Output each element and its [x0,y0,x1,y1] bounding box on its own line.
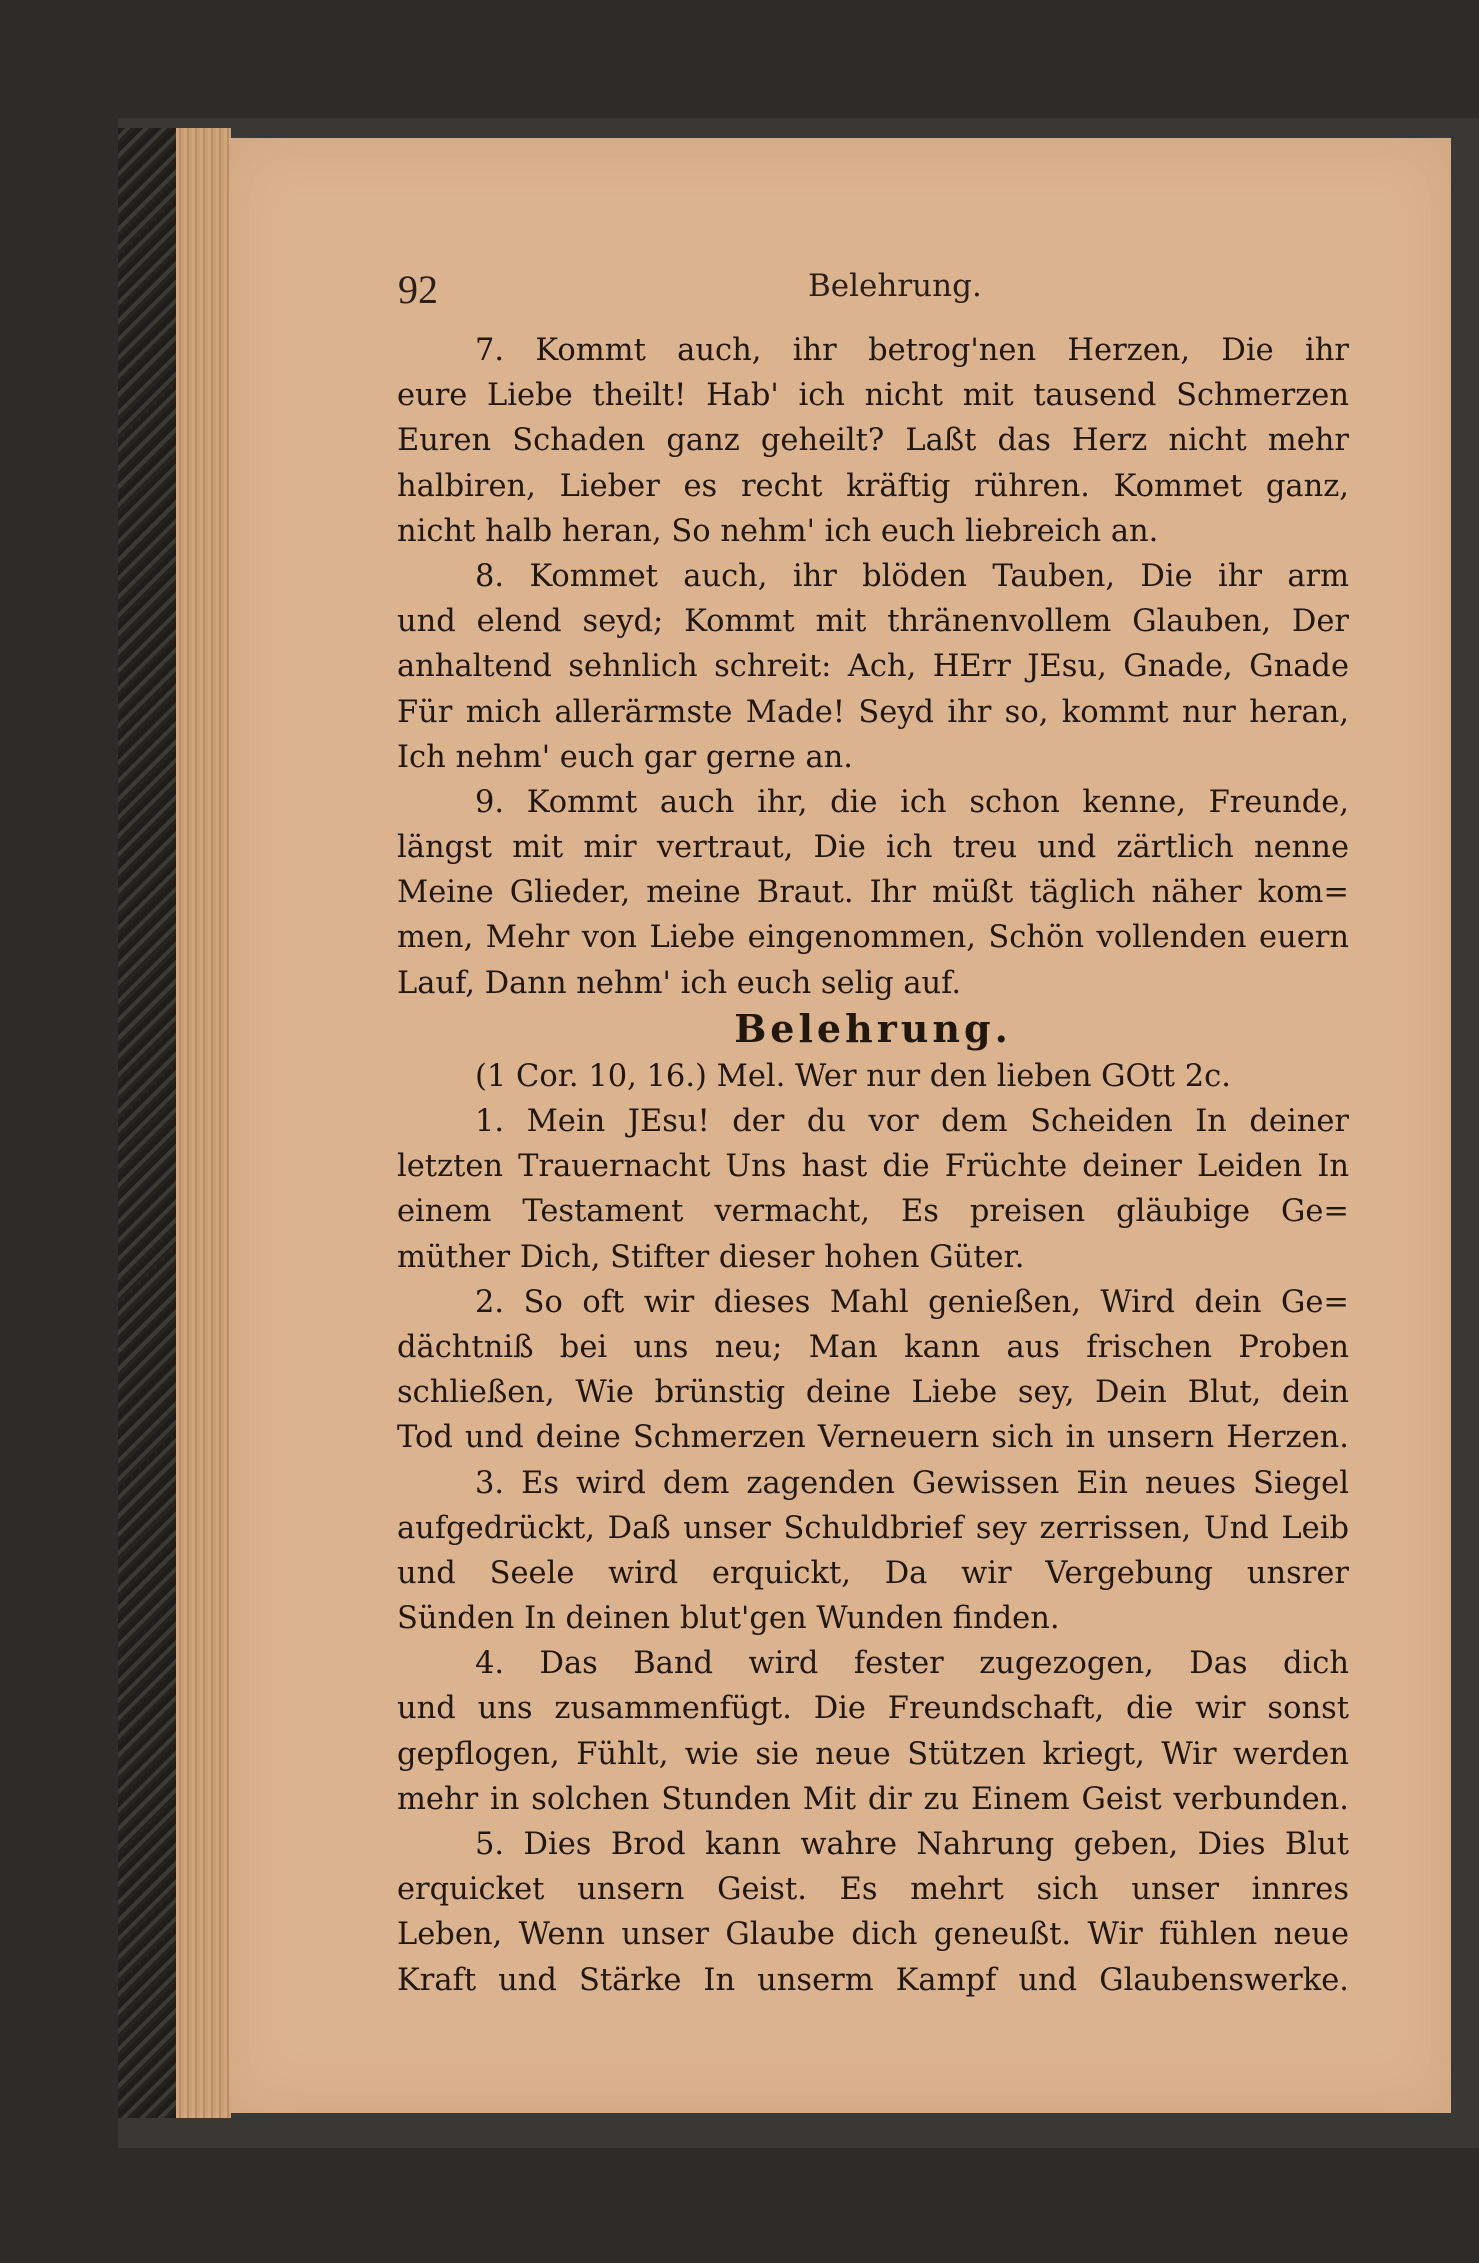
page-number: 92 [398,267,438,312]
text-line: 1. Mein JEsu! der du vor dem Scheiden In deiner [475,1104,1349,1139]
page-sheet [229,138,1451,2113]
body-text [397,328,1349,2003]
text-line: dächtniß bei uns neu; Man kann aus frischen Proben [397,1329,1349,1365]
text-line: Sünden In deinen blut'gen Wunden finden. [397,1601,1060,1637]
text-line: letzten Trauernacht Uns hast die Früchte deiner Leiden In [397,1149,1349,1185]
text-line: eure Liebe theilt! Hab' ich nicht mit tausend Schmerzen [397,378,1349,414]
text-line: 4. Das Band wird fester zugezogen, Das dich [475,1646,1349,1682]
text-line: und uns zusammenfügt. Die Freundschaft, die wir sonst [397,1691,1349,1727]
text-line: Leben, Wenn unser Glaube dich geneußt. Wir fühlen neue [397,1917,1349,1953]
page-edges [176,128,231,2118]
text-line: Euren Schaden ganz geheilt? Laßt das Herz nicht mehr [397,423,1349,459]
text-line: Lauf, Dann nehm' ich euch selig auf. [397,965,962,1001]
section-heading: Belehrung. [734,1005,1012,1051]
text-line: längst mit mir vertraut, Die ich treu und zärtlich nenne [397,830,1349,866]
running-title: Belehrung. [808,268,982,304]
text-line: Kraft und Stärke In unserm Kampf und Glaubenswerke. [397,1962,1349,1998]
book-binding-spine [118,128,176,2118]
text-line: schließen, Wie brünstig deine Liebe sey, Dein Blut, dein [397,1375,1349,1411]
text-line: müther Dich, Stifter dieser hohen Güter. [397,1239,1025,1275]
page-header [398,266,1408,326]
text-line: 5. Dies Brod kann wahre Nahrung geben, Dies Blut [475,1827,1349,1862]
text-line: mehr in solchen Stunden Mit dir zu Einem Geist verbunden. [397,1781,1349,1817]
text-line: 3. Es wird dem zagenden Gewissen Ein neues Siegel [475,1465,1349,1501]
text-line: 2. So oft wir dieses Mahl genießen, Wird dein Ge= [475,1284,1349,1320]
text-line: und Seele wird erquickt, Da wir Vergebung unsrer [397,1555,1349,1591]
text-line: Für mich allerärmste Made! Seyd ihr so, kommt nur heran, [397,694,1349,730]
text-line: anhaltend sehnlich schreit: Ach, HErr JEsu, Gnade, Gnade [397,649,1349,685]
text-line: nicht halb heran, So nehm' ich euch liebreich an. [397,513,1159,549]
text-line: men, Mehr von Liebe eingenommen, Schön vollenden euern [397,920,1349,956]
text-line: Ich nehm' euch gar gerne an. [397,739,853,775]
text-line: 9. Kommt auch ihr, die ich schon kenne, Freunde, [475,784,1349,820]
text-line: halbiren, Lieber es recht kräftig rühren. Kommet ganz, [397,468,1349,504]
text-line: und elend seyd; Kommt mit thränenvollem Glauben, Der [397,604,1349,640]
text-line: einem Testament vermacht, Es preisen gläubige Ge= [397,1194,1349,1230]
text-line: 8. Kommet auch, ihr blöden Tauben, Die ihr arm [475,558,1349,594]
text-line: erquicket unsern Geist. Es mehrt sich unser innres [397,1872,1349,1908]
text-line: (1 Cor. 10, 16.) Mel. Wer nur den lieben GOtt 2c. [475,1058,1231,1094]
text-line: Tod und deine Schmerzen Verneuern sich in unsern Herzen. [397,1420,1349,1456]
text-line: Meine Glieder, meine Braut. Ihr müßt täglich näher kom= [397,875,1349,911]
text-line: 7. Kommt auch, ihr betrog'nen Herzen, Die ihr [475,333,1349,368]
text-line: aufgedrückt, Daß unser Schuldbrief sey zerrissen, Und Leib [397,1510,1349,1546]
text-line: gepflogen, Fühlt, wie sie neue Stützen kriegt, Wir werden [397,1736,1349,1772]
